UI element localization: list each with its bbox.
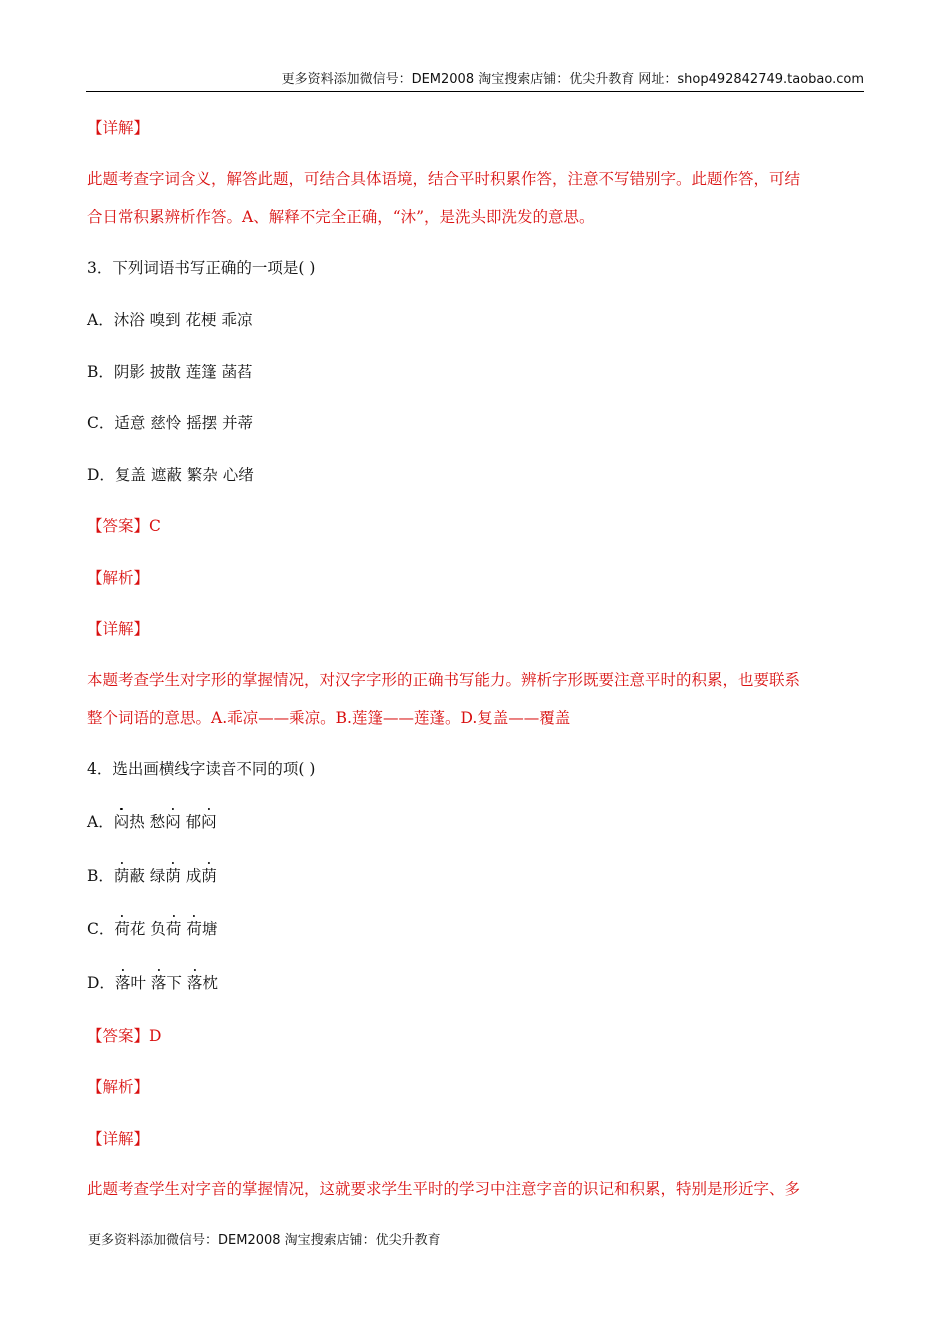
question-4-answer: 【答案】D bbox=[87, 1027, 162, 1045]
question-3-analysis-label: 【解析】 bbox=[87, 569, 150, 587]
question-4-option-c bbox=[87, 920, 217, 939]
emphasized-character: 荫 bbox=[201, 867, 217, 885]
emphasized-character: 荫 bbox=[165, 867, 181, 885]
explanation-1-line-2: 合日常积累辨析作答。A、解释不完全正确，“沐”，是洗头即洗发的意思。 bbox=[87, 208, 595, 226]
question-4-detail-label: 【详解】 bbox=[87, 1130, 150, 1148]
emphasized-character: 落 bbox=[186, 974, 203, 992]
character: 绿 bbox=[149, 867, 166, 885]
question-3-stem: 3．下列词语书写正确的一项是( ) bbox=[87, 259, 316, 277]
question-4-analysis-label: 【解析】 bbox=[87, 1078, 150, 1096]
emphasized-character: 荷 bbox=[165, 920, 182, 938]
character: 成 bbox=[185, 867, 202, 885]
question-4-explanation-line-1: 此题考查学生对字音的掌握情况，这就要求学生平时的学习中注意字音的识记和积累，特别是形近字、多 bbox=[87, 1180, 801, 1198]
emphasized-character: 落 bbox=[114, 974, 131, 992]
option-prefix: B． bbox=[87, 867, 114, 885]
emphasized-character: 闷 bbox=[165, 813, 181, 831]
option-word bbox=[186, 813, 217, 831]
option-prefix: A． bbox=[87, 813, 114, 831]
option-prefix: D． bbox=[87, 974, 115, 992]
option-word bbox=[114, 867, 145, 885]
emphasized-character: 闷 bbox=[113, 813, 130, 831]
character: 塘 bbox=[201, 920, 218, 938]
character: 下 bbox=[166, 974, 182, 992]
character: 愁 bbox=[149, 813, 166, 831]
question-3-explanation-line-2: 整个词语的意思。A.乖凉——乘凉。B.莲篷——莲蓬。D.复盖——覆盖 bbox=[87, 709, 571, 727]
option-prefix: C． bbox=[87, 920, 115, 938]
option-word bbox=[114, 813, 145, 831]
emphasized-character: 荷 bbox=[114, 920, 130, 938]
detail-label-1: 【详解】 bbox=[87, 119, 150, 137]
emphasized-character: 荫 bbox=[113, 867, 130, 885]
character: 花 bbox=[129, 920, 146, 938]
option-word bbox=[114, 920, 145, 938]
option-word bbox=[150, 867, 181, 885]
question-3-detail-label: 【详解】 bbox=[87, 620, 150, 638]
question-3-explanation-line-1: 本题考查学生对字形的掌握情况，对汉字字形的正确书写能力。辨析字形既要注意平时的积累，也要联系 bbox=[87, 671, 801, 689]
character: 叶 bbox=[130, 974, 146, 992]
question-4-option-d bbox=[87, 974, 218, 993]
option-word bbox=[150, 920, 181, 938]
character: 枕 bbox=[202, 974, 218, 992]
page-header: 更多资料添加微信号：DEM2008 淘宝搜索店铺：优尖升教育 网址：shop492842749.taobao.com bbox=[86, 68, 864, 92]
character: 蔽 bbox=[129, 867, 145, 885]
emphasized-character: 闷 bbox=[201, 813, 217, 831]
page-footer: 更多资料添加微信号：DEM2008 淘宝搜索店铺：优尖升教育 bbox=[88, 1233, 441, 1248]
option-word bbox=[151, 974, 182, 992]
character: 热 bbox=[129, 813, 145, 831]
option-word bbox=[150, 813, 181, 831]
emphasized-character: 荷 bbox=[186, 920, 202, 938]
question-3-option-c: C．适意 慈怜 摇摆 并蒂 bbox=[87, 414, 254, 432]
question-4-option-b bbox=[87, 867, 217, 886]
question-4-stem: 4．选出画横线字读音不同的项( ) bbox=[87, 760, 316, 778]
option-word bbox=[115, 974, 146, 992]
question-3-answer: 【答案】C bbox=[87, 517, 161, 535]
question-3-option-a: A．沐浴 嗅到 花梗 乖凉 bbox=[87, 311, 253, 329]
question-3-option-d: D．复盖 遮蔽 繁杂 心绪 bbox=[87, 466, 254, 484]
question-3-option-b: B．阴影 披散 莲篷 菡萏 bbox=[87, 363, 253, 381]
explanation-1-line-1: 此题考查字词含义，解答此题，可结合具体语境，结合平时积累作答，注意不写错别字。此题作答，可结 bbox=[87, 170, 801, 188]
character: 负 bbox=[150, 920, 166, 938]
emphasized-character: 落 bbox=[150, 974, 167, 992]
question-4-option-a bbox=[87, 813, 217, 832]
option-word bbox=[186, 920, 217, 938]
character: 郁 bbox=[185, 813, 202, 831]
option-word bbox=[187, 974, 218, 992]
option-word bbox=[186, 867, 217, 885]
